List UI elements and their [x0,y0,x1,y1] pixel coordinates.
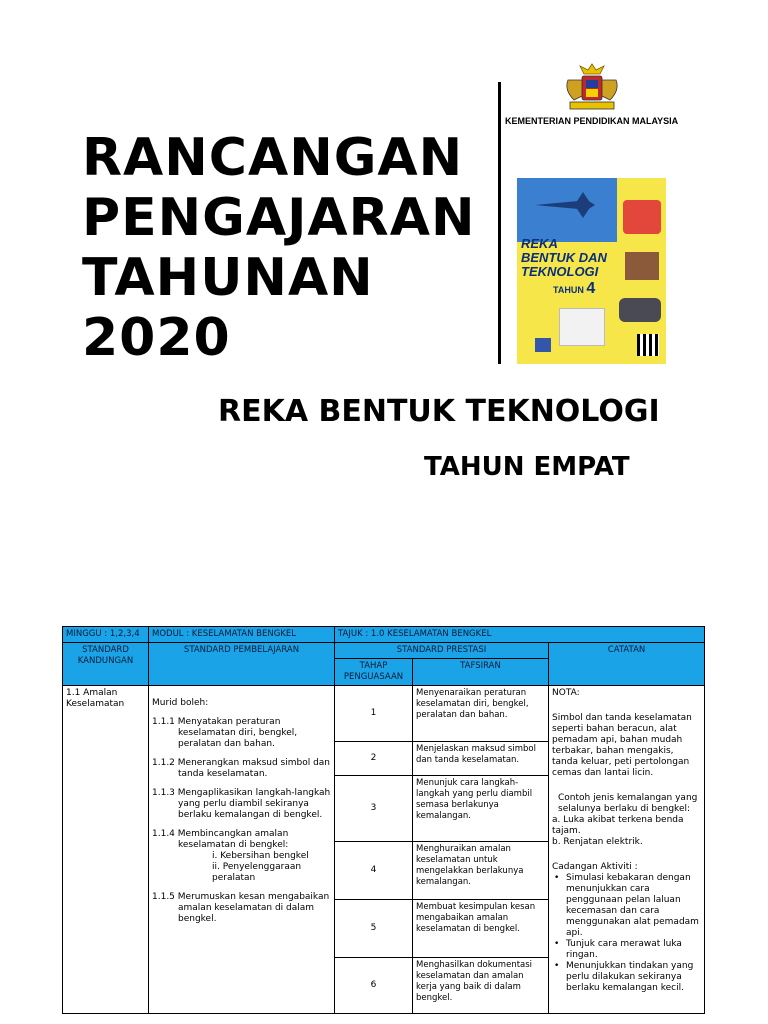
table-info-row [63,627,705,643]
sp-item-2: 1.1.2 Menerangkan maksud simbol dan tanda keselamatan. [152,758,331,779]
sp-subitem-1: i. Kebersihan bengkel [212,851,309,861]
level-6: 6 [335,958,413,1014]
vertical-divider [498,82,501,364]
week-cell: MINGGU : 1,2,3,4 [63,627,149,643]
car-model-icon [619,298,661,322]
malaysia-crest-icon [560,62,624,114]
level-1-desc: Menyenaraikan peraturan keselamatan diri, bengkel, peralatan dan bahan. [413,686,549,742]
year-title: TAHUN EMPAT [424,452,630,482]
sp-item-3: 1.1.3 Mengaplikasikan langkah-langkah yang perlu diambil sekiranya berlaku kemalangan di bengkel. [152,788,331,820]
house-model-icon [625,252,659,280]
title-line-1: RANCANGAN [82,128,464,188]
standard-kandungan-cell: 1.1 Amalan Keselamatan [63,686,149,1014]
accident-type-1: a. Luka akibat terkena benda tajam. [552,815,684,836]
table-header-row [63,643,705,659]
title-line-2: PENGAJARAN [82,188,476,248]
level-6-desc: Menghasilkan dokumentasi keselamatan dan amalan kerja yang baik di dalam bengkel. [413,958,549,1014]
level-4: 4 [335,842,413,900]
accident-type-2: b. Renjatan elektrik. [552,837,643,847]
activity-list [552,873,701,994]
standard-pembelajaran-cell [149,686,335,1014]
level-3: 3 [335,776,413,842]
cover-year-number: 4 [586,280,596,297]
sp-subitem-2: ii. Penyelenggaraan peralatan [212,862,302,883]
level-1: 1 [335,686,413,742]
sp-item-1: 1.1.1 Menyatakan peraturan keselamatan diri, bengkel, peralatan dan bahan. [152,717,298,749]
activity-item-3: • Menunjukkan tindakan yang perlu dilakukan sekiranya berlaku kemalangan kecil. [552,961,701,994]
level-4-desc: Menghuraikan amalan keselamatan untuk mengelakkan berlakunya kemalangan. [413,842,549,900]
table-row [63,686,705,742]
sp-sublist [178,851,331,884]
level-5-desc: Membuat kesimpulan kesan mengabaikan amalan keselamatan di bengkel. [413,900,549,958]
sp-list [152,717,331,925]
header-tafsiran: TAFSIRAN [413,659,549,686]
cover-sky-panel [517,178,617,242]
activity-item-1: • Simulasi kebakaran dengan menunjukkan cara penggunaan pelan laluan kecemasan dan cara menggunakan alat pemadam api. [552,873,701,939]
gift-box-icon [623,200,661,234]
activity-label: Cadangan Aktiviti : [552,862,638,872]
sp-intro: Murid boleh: [152,698,209,708]
header-standard-pembelajaran: STANDARD PEMBELAJARAN [149,643,335,686]
level-2-desc: Menjelaskan maksud simbol dan tanda keselamatan. [413,742,549,776]
paper-box-icon [559,308,605,346]
textbook-cover [517,178,666,364]
ministry-name: KEMENTERIAN PENDIDIKAN MALAYSIA [505,116,679,126]
sp-item-4 [152,829,331,884]
cover-badge-icon [535,338,551,352]
title-line-3: TAHUNAN [82,248,374,308]
nota-label: NOTA: [552,688,580,698]
title-line-4: 2020 [82,308,231,368]
header-tahap: TAHAP PENGUASAAN [335,659,413,686]
sp-item-5: 1.1.5 Merumuskan kesan mengabaikan amalan keselamatan di dalam bengkel. [152,892,330,924]
sp-item-4-text: 1.1.4 Membincangkan amalan keselamatan di bengkel: [152,829,289,850]
lesson-plan-table [62,626,705,1014]
header-catatan: CATATAN [549,643,705,686]
header-standard-kandungan: STANDARD KANDUNGAN [63,643,149,686]
qr-code-icon [637,334,659,356]
module-cell: MODUL : KESELAMATAN BENGKEL [149,627,335,643]
cover-title-line-2: BENTUK DAN [521,250,607,265]
level-5: 5 [335,900,413,958]
subject-title: REKA BENTUK TEKNOLOGI [218,394,660,429]
cover-year [553,280,595,298]
cover-year-label: TAHUN [553,285,584,295]
cover-title-line-3: TEKNOLOGI [521,264,599,279]
cover-title-line-1: REKA [521,236,558,251]
nota-accident-types: Contoh jenis kemalangan yang selalunya berlaku di bengkel: [558,793,698,814]
catatan-cell [549,686,705,1014]
level-2: 2 [335,742,413,776]
topic-cell: TAJUK : 1.0 KESELAMATAN BENGKEL [335,627,705,643]
nota-symbols: Simbol dan tanda keselamatan seperti bahan beracun, alat pemadam api, bahan mudah terbakar, bahan mengakis, tanda keluar, peti pertolongan cemas dan lantai licin. [552,713,692,778]
activity-item-2: • Tunjuk cara merawat luka ringan. [552,939,701,961]
level-3-desc: Menunjuk cara langkah-langkah yang perlu diambil semasa berlakunya kemalangan. [413,776,549,842]
main-title [82,128,502,368]
header-standard-prestasi: STANDARD PRESTASI [335,643,549,659]
